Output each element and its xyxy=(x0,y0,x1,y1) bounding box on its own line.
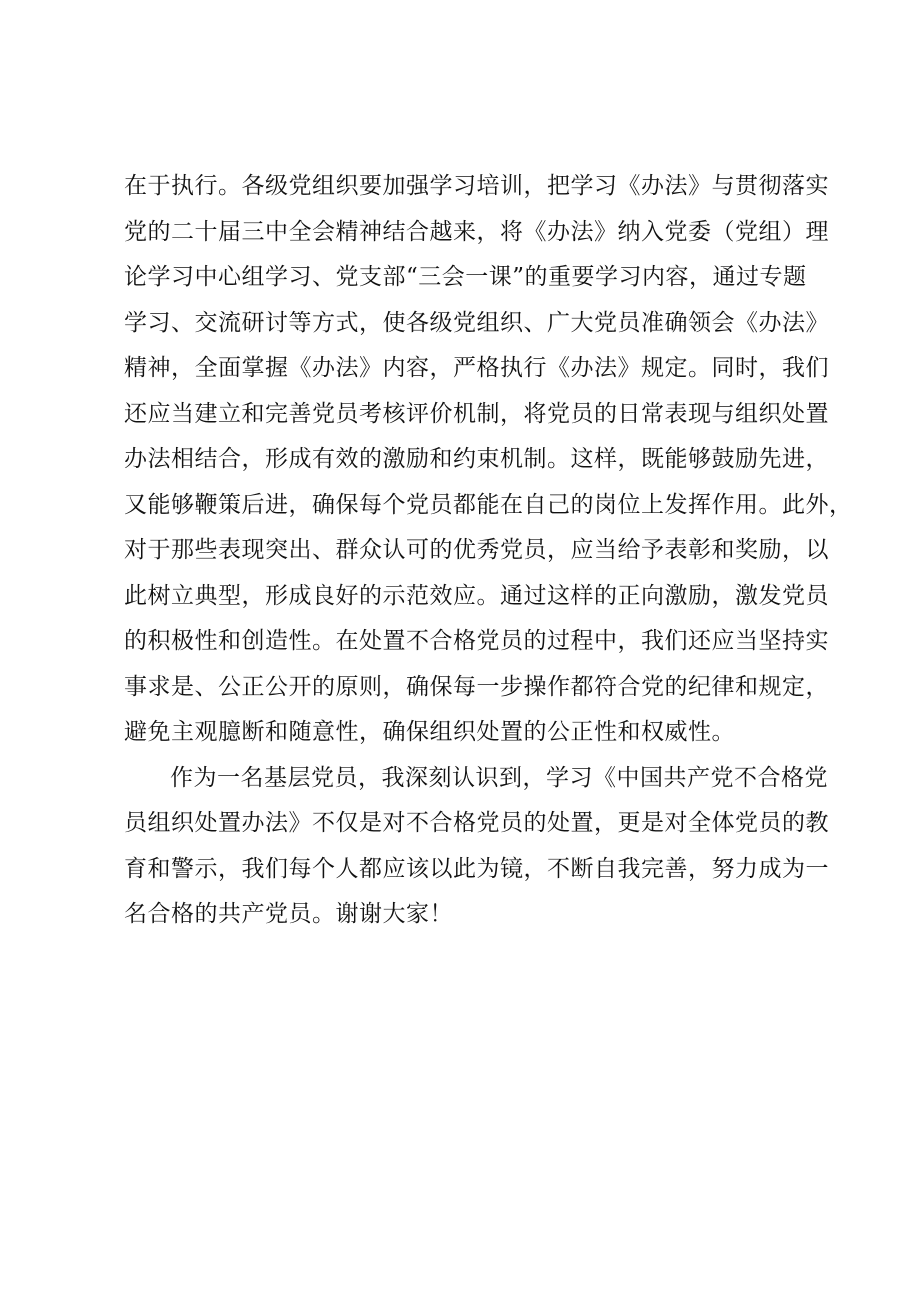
text-line: 名合格的共产党员。谢谢大家！ xyxy=(124,901,453,927)
text-line: 又能够鞭策后进，确保每个党员都能在自己的岗位上发挥作用。此外， xyxy=(124,491,853,518)
text-line: 论学习中心组学习、党支部“三会一课”的重要学习内容，通过专题 xyxy=(124,264,807,290)
text-line: 育和警示，我们每个人都应该以此为镜，不断自我完善，努力成为一 xyxy=(124,855,829,882)
text-line: 员组织处置办法》不仅是对不合格党员的处置，更是对全体党员的教 xyxy=(124,810,829,836)
text-line: 在于执行。各级党组织要加强学习培训，把学习《办法》与贯彻落实 xyxy=(124,173,829,199)
text-line: 办法相结合，形成有效的激励和约束机制。这样，既能够鼓励先进， xyxy=(124,446,829,472)
text-line: 此树立典型，形成良好的示范效应。通过这样的正向激励，激发党员 xyxy=(124,582,829,609)
text-line: 党的二十届三中全会精神结合越来，将《办法》纳入党委（党组）理 xyxy=(124,218,829,245)
text-line: 避免主观臆断和随意性，确保组织处置的公正性和权威性。 xyxy=(124,719,735,745)
text-line: 还应当建立和完善党员考核评价机制，将党员的日常表现与组织处置 xyxy=(124,400,829,427)
text-line: 对于那些表现突出、群众认可的优秀党员，应当给予表彰和奖励，以 xyxy=(124,537,829,563)
paragraph-1 xyxy=(124,164,853,756)
text-line: 事求是、公正公开的原则，确保每一步操作都符合党的纪律和规定， xyxy=(124,673,829,700)
paragraph-2 xyxy=(124,756,829,938)
text-line: 作为一名基层党员，我深刻认识到，学习《中国共产党不合格党 xyxy=(170,764,828,791)
body-text xyxy=(124,164,853,938)
text-line: 的积极性和创造性。在处置不合格党员的过程中，我们还应当坚持实 xyxy=(124,628,829,654)
text-line: 学习、交流研讨等方式，使各级党组织、广大党员准确领会《办法》 xyxy=(124,309,829,336)
text-line: 精神，全面掌握《办法》内容，严格执行《办法》规定。同时，我们 xyxy=(124,355,829,381)
